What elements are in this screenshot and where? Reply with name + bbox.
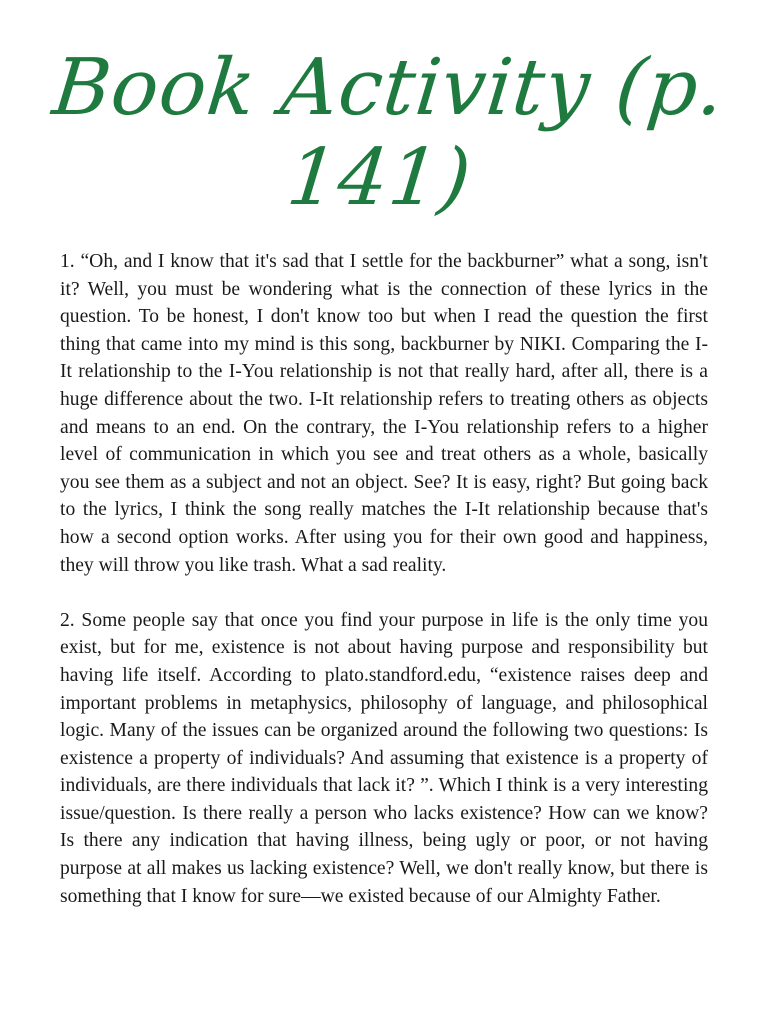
answer-paragraph-1: 1. “Oh, and I know that it's sad that I settle for the backburner” what a song, isn't it? Well, you must be wondering what is the connection of these lyrics in the question. To be honest, I don't know too but when I read the question the first thing that came into my mind is this song, backburner by NIKI. Comparing the I-It relationship to the I-You relationship is not that really hard, after all, there is a huge difference about the two. I-It relationship refers to treating others as objects and means to an end. On the contrary, the I-You relationship refers to a higher level of communication in which you see and treat others as a whole, basically you see them as a subject and not an object. See? It is easy, right? But going back to the lyrics, I think the song really matches the I-It relationship because that's how a second option works. After using you for their own good and happiness, they will throw you like trash. What a sad reality.	[60, 251, 708, 576]
page-title: Book Activity (p. 141)	[48, 43, 730, 223]
body-text	[60, 248, 708, 910]
answer-paragraph-2: 2. Some people say that once you find your purpose in life is the only time you exist, but for me, existence is not about having purpose and responsibility but having life itself. According to plato.standford.edu, “existence raises deep and important problems in metaphysics, philosophy of language, and philosophical logic. Many of the issues can be organized around the following two questions: Is existence a property of individuals? And assuming that existence is a property of individuals, are there individuals that lack it? ”. Which I think is a very interesting issue/question. Is there really a person who lacks existence? How can we know? Is there any indication that having illness, being ugly or poor, or not having purpose at all makes us lacking existence? Well, we don't really know, but there is something that I know for sure—we existed because of our Almighty Father.	[60, 609, 708, 907]
